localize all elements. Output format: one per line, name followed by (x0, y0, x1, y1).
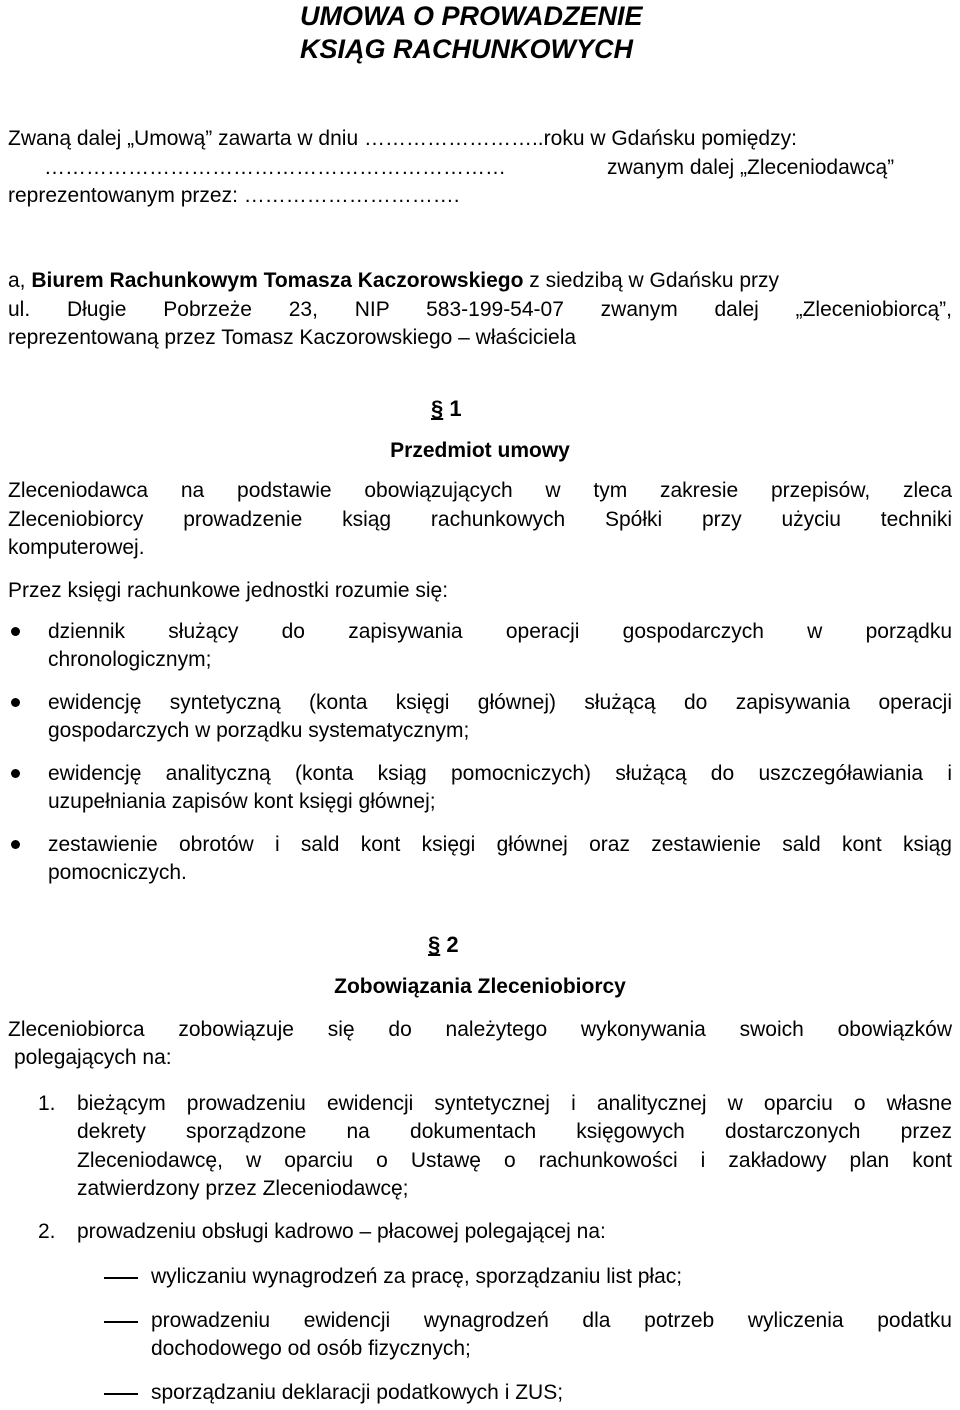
item-1-line4: zatwierdzony przez Zleceniodawcę; (77, 1177, 409, 1200)
intro-line1: Zwaną dalej „Umową” zawarta w dniu ……………………..roku w Gdańsku pomiędzy: (8, 127, 797, 150)
party-prefix: a, (8, 269, 32, 292)
section-1-para-line1: Zleceniodawca na podstawie obowiązujących w tym zakresie przepisów, zleca (8, 479, 952, 502)
bullet-icon (11, 627, 20, 636)
section-2-lead-line1: Zleceniobiorca zobowiązuje się do należytego wykonywania swoich obowiązków (8, 1018, 952, 1041)
section-1-lead: Przez księgi rachunkowe jednostki rozumie się: (8, 579, 449, 602)
section-1-mark (431, 396, 462, 422)
section-1-para-line2: Zleceniobiorcy prowadzenie ksiąg rachunkowych Spółki przy użyciu techniki (8, 508, 952, 531)
section-2-mark (428, 932, 459, 958)
party-line2: ul. Długie Pobrzeże 23, NIP 583-199-54-07 zwanym dalej „Zleceniobiorcą”, (8, 298, 952, 321)
section-1-title: Przedmiot umowy (390, 439, 570, 462)
item-2-number: 2. (38, 1220, 56, 1243)
party-name: Biurem Rachunkowym Tomasza Kaczorowskiego (31, 269, 524, 292)
dash-icon (104, 1321, 138, 1323)
paragraph-sign-icon: § (428, 932, 441, 957)
bullet-2-line1: ewidencję syntetyczną (konta księgi głównej) służącą do zapisywania operacji (48, 691, 952, 714)
bullet-3-line2: uzupełniania zapisów kont księgi głównej; (48, 790, 436, 813)
bullet-2-line2: gospodarczych w porządku systematycznym; (48, 719, 470, 742)
dash-icon (104, 1277, 138, 1279)
section-1-para-line3: komputerowej. (8, 536, 145, 559)
party-line1 (8, 268, 779, 294)
subitem-2-line2: dochodowego od osób fizycznych; (151, 1337, 471, 1360)
item-1-line3: Zleceniodawcę, w oparciu o Ustawę o rachunkowości i zakładowy plan kont (77, 1149, 952, 1172)
bullet-1-line1: dziennik służący do zapisywania operacji gospodarczych w porządku (48, 620, 952, 643)
bullet-4-line2: pomocniczych. (48, 861, 187, 884)
subitem-3-line1: sporządzaniu deklaracji podatkowych i ZUS; (151, 1381, 564, 1404)
bullet-icon (11, 698, 20, 707)
bullet-1-line2: chronologicznym; (48, 648, 212, 671)
document-title-line2: KSIĄG RACHUNKOWYCH (300, 34, 633, 64)
section-2-lead-line2: polegających na: (14, 1046, 172, 1069)
bullet-icon (11, 840, 20, 849)
bullet-3-line1: ewidencję analityczną (konta ksiąg pomocniczych) służącą do uszczegóławiania i (48, 762, 952, 785)
bullet-4-line1: zestawienie obrotów i sald kont księgi głównej oraz zestawienie sald kont ksiąg (48, 833, 952, 856)
item-1-line2: dekrety sporządzone na dokumentach księgowych dostarczonych przez (77, 1120, 952, 1143)
subitem-2-line1: prowadzeniu ewidencji wynagrodzeń dla potrzeb wyliczenia podatku (151, 1309, 952, 1332)
item-1-line1: bieżącym prowadzeniu ewidencji syntetycznej i analitycznej w oparciu o własne (77, 1092, 952, 1115)
item-2-line1: prowadzeniu obsługi kadrowo – płacowej polegającej na: (77, 1220, 606, 1243)
item-1-number: 1. (38, 1092, 56, 1115)
section-1-number: 1 (449, 396, 462, 421)
dash-icon (104, 1393, 138, 1395)
subitem-1-line1: wyliczaniu wynagrodzeń za pracę, sporządzaniu list płac; (151, 1265, 683, 1288)
section-2-number: 2 (446, 932, 459, 957)
intro-representative: reprezentowanym przez: …………………………. (8, 184, 460, 207)
party-suffix: z siedzibą w Gdańsku przy (523, 269, 780, 292)
bullet-icon (11, 769, 20, 778)
paragraph-sign-icon: § (431, 396, 444, 421)
intro-client-alias: zwanym dalej „Zleceniodawcą” (607, 156, 895, 179)
party-line3: reprezentowaną przez Tomasz Kaczorowskiego – właściciela (8, 326, 577, 349)
section-2-title: Zobowiązania Zleceniobiorcy (334, 975, 626, 998)
document-title-line1: UMOWA O PROWADZENIE (300, 1, 643, 31)
intro-dots: ………………………………………………………… (44, 156, 506, 179)
